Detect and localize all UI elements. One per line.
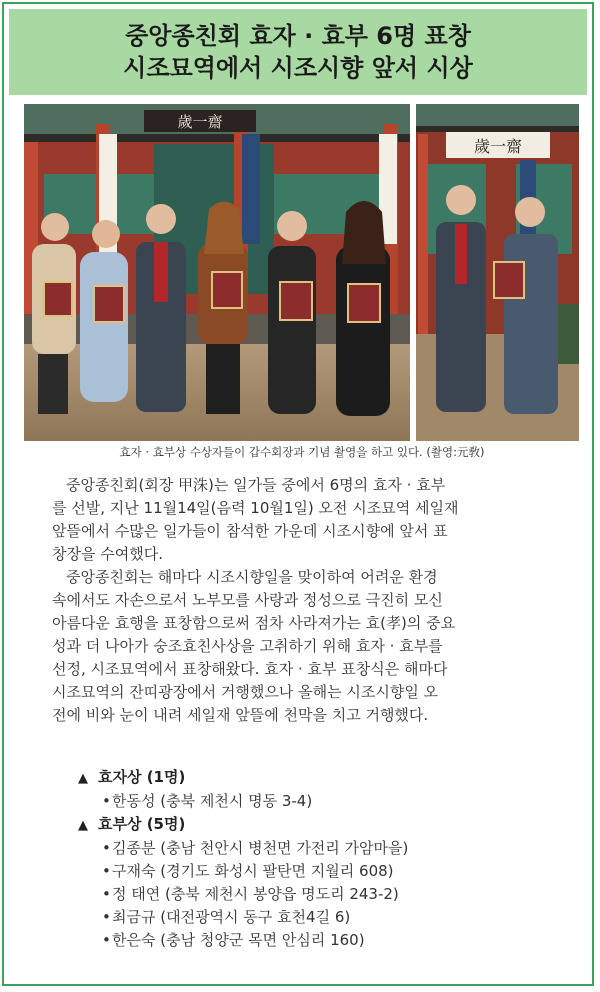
- award-recipient: [78, 906, 578, 929]
- recipient-text: 김종분 (충남 천안시 병천면 가전리 가암마을): [112, 839, 409, 857]
- award-recipient: [78, 929, 578, 952]
- bullet-icon: •: [102, 885, 111, 903]
- paragraph-1: [52, 474, 572, 566]
- bullet-icon: •: [102, 839, 111, 857]
- headline-line-2: 시조묘역에서 시조시향 앞서 시상: [123, 54, 473, 82]
- bullet-icon: •: [102, 931, 111, 949]
- award-recipient: [78, 860, 578, 883]
- paragraph-2: [52, 566, 572, 727]
- paragraph-1-line-4: 창장을 수여했다.: [52, 545, 163, 563]
- bullet-icon: •: [102, 792, 111, 810]
- article-body: [52, 474, 572, 727]
- award-list: [78, 766, 578, 952]
- award-title: 효부상 (5명): [98, 815, 186, 833]
- paragraph-2-line-2: 속에서도 자손으로서 노부모를 사랑과 정성으로 극진히 모신: [52, 591, 443, 609]
- paragraph-2-line-6: 시조묘역의 잔띠광장에서 거행했으나 올해는 시조시향일 오: [52, 683, 439, 701]
- award-recipient: [78, 837, 578, 860]
- paragraph-1-line-3: 앞뜰에서 수많은 일가들이 참석한 가운데 시조시향에 앞서 표: [52, 522, 448, 540]
- headline-line-1: 중앙종친회 효자 · 효부 6명 표창: [125, 22, 471, 50]
- award-recipient: [78, 790, 578, 813]
- headline-band: [9, 9, 587, 95]
- bullet-icon: •: [102, 862, 111, 880]
- award-title: 효자상 (1명): [98, 768, 186, 786]
- triangle-marker-icon: ▲: [78, 771, 88, 786]
- two-men-photo: [416, 104, 579, 441]
- paragraph-2-line-7: 전에 비와 눈이 내려 세일재 앞뜰에 천막을 치고 거행했다.: [52, 706, 429, 724]
- paragraph-2-line-1: 중앙종친회는 해마다 시조시향일을 맞이하여 어려운 환경: [66, 568, 438, 586]
- award-recipient: [78, 883, 578, 906]
- paragraph-1-line-1: 중앙종친회(회장 甲洙)는 일가들 중에서 6명의 효자 · 효부: [66, 476, 446, 494]
- award-heading-hyobu: [78, 813, 578, 837]
- recipient-text: 한동성 (충북 제천시 명동 3-4): [112, 792, 313, 810]
- group-photo: [24, 104, 410, 441]
- paragraph-2-line-4: 성과 더 나아가 숭조효친사상을 고취하기 위해 효자 · 효부를: [52, 637, 443, 655]
- recipient-text: 정 태연 (충북 제천시 봉양읍 명도리 243-2): [112, 885, 399, 903]
- signboard-text-side: 歲一齋: [473, 137, 523, 156]
- award-heading-hyoja: [78, 766, 578, 790]
- recipient-text: 최금규 (대전광역시 동구 효천4길 6): [112, 908, 351, 926]
- photo-caption: 효자 · 효부상 수상자들이 갑수회장과 기념 촬영을 하고 있다. (촬영:元敎): [119, 445, 485, 459]
- paragraph-1-line-2: 를 선발, 지난 11월14일(음력 10월1일) 오전 시조묘역 세일재: [52, 499, 459, 517]
- paragraph-2-line-5: 선정, 시조묘역에서 표창해왔다. 효자 · 효부 표창식은 해마다: [52, 660, 448, 678]
- paragraph-2-line-3: 아름다운 효행을 표창함으로써 점차 사라져가는 효(孝)의 중요: [52, 614, 456, 632]
- signboard-text-main: 歲一齋: [177, 113, 223, 131]
- recipient-text: 한은숙 (충남 청양군 목면 안심리 160): [112, 931, 365, 949]
- triangle-marker-icon: ▲: [78, 818, 88, 833]
- recipient-text: 구재숙 (경기도 화성시 팔탄면 지월리 608): [112, 862, 394, 880]
- bullet-icon: •: [102, 908, 111, 926]
